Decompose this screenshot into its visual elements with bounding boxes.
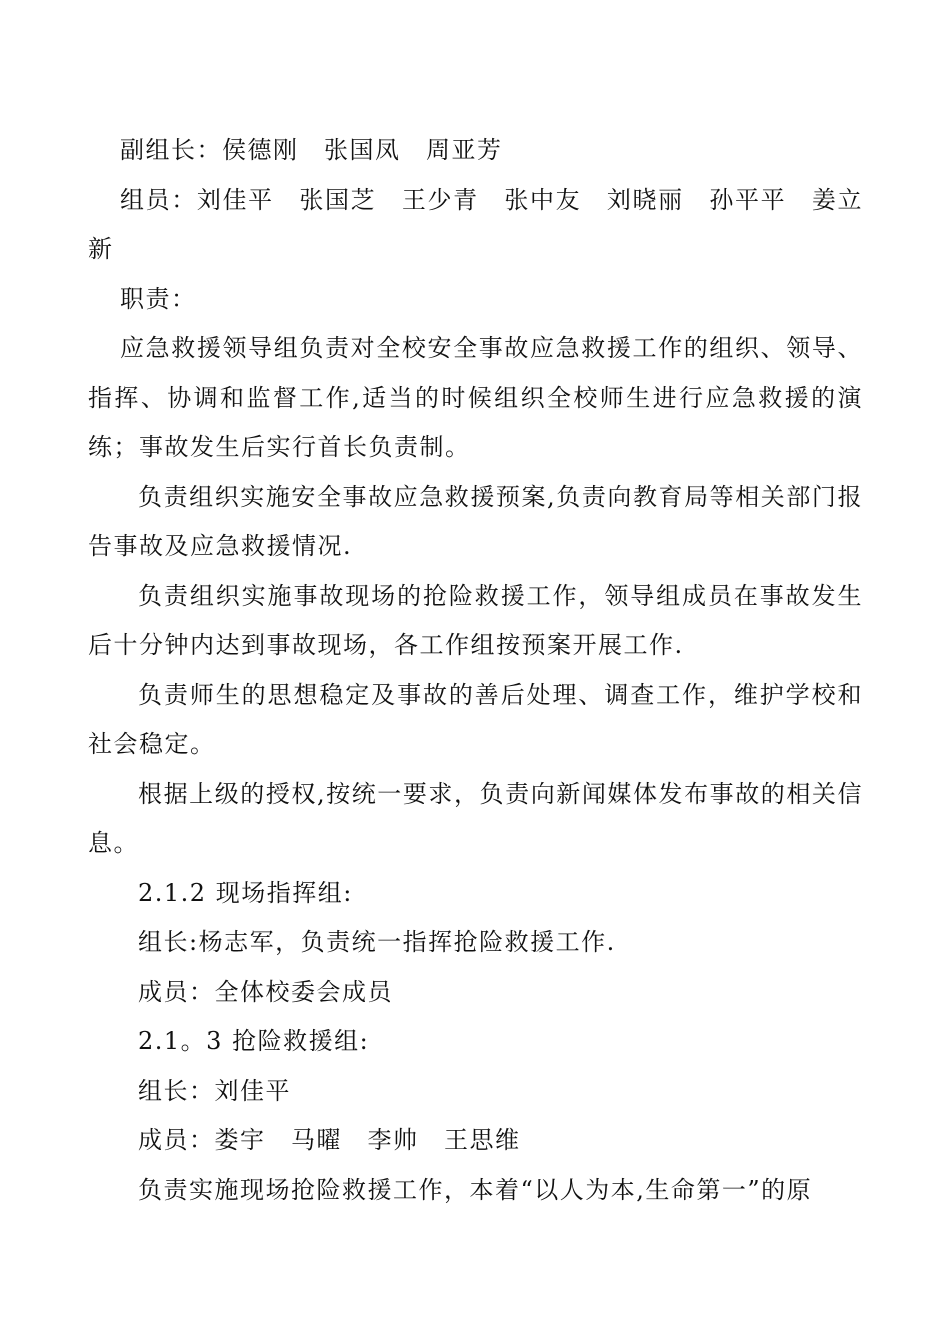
paragraph-duty-4: 负责师生的思想稳定及事故的善后处理、调查工作，维护学校和社会稳定。	[88, 680, 863, 758]
paragraph-duties-heading: 职责：	[120, 284, 197, 313]
paragraph-duty-3: 负责组织实施事故现场的抢险救援工作，领导组成员在事故发生后十分钟内达到事故现场，各工作组按预案开展工作.	[88, 581, 863, 659]
document-body	[88, 126, 863, 1215]
paragraph-command-leader: 组长:杨志军，负责统一指挥抢险救援工作.	[138, 928, 616, 956]
paragraph-command-members: 成员：全体校委会成员	[138, 977, 393, 1006]
paragraph-rescue-members: 成员：娄宇 马曜 李帅 王思维	[138, 1126, 521, 1154]
paragraph-duty-5: 根据上级的授权,按统一要求，负责向新闻媒体发布事故的相关信息。	[88, 779, 863, 857]
section-heading-2-1-2: 2.1.2 现场指挥组:	[138, 878, 353, 907]
paragraph-rescue-leader: 组长：刘佳平	[138, 1076, 291, 1105]
section-heading-2-1-3: 2.1。3 抢险救援组:	[138, 1027, 370, 1055]
paragraph-duty-2: 负责组织实施安全事故应急救援预案,负责向教育局等相关部门报告事故及应急救援情况.	[88, 482, 863, 560]
paragraph-deputy-leaders: 副组长：侯德刚 张国凤 周亚芳	[120, 136, 503, 164]
paragraph-duty-1: 应急救援领导组负责对全校安全事故应急救援工作的组织、领导、指挥、协调和监督工作,适当的时候组织全校师生进行应急救援的演练；事故发生后实行首长负责制。	[88, 334, 863, 461]
paragraph-members: 组员：刘佳平 张国芝 王少青 张中友 刘晓丽 孙平平 姜立新	[88, 185, 863, 263]
paragraph-rescue-duty: 负责实施现场抢险救援工作，本着“以人为本,生命第一”的原	[138, 1175, 813, 1204]
